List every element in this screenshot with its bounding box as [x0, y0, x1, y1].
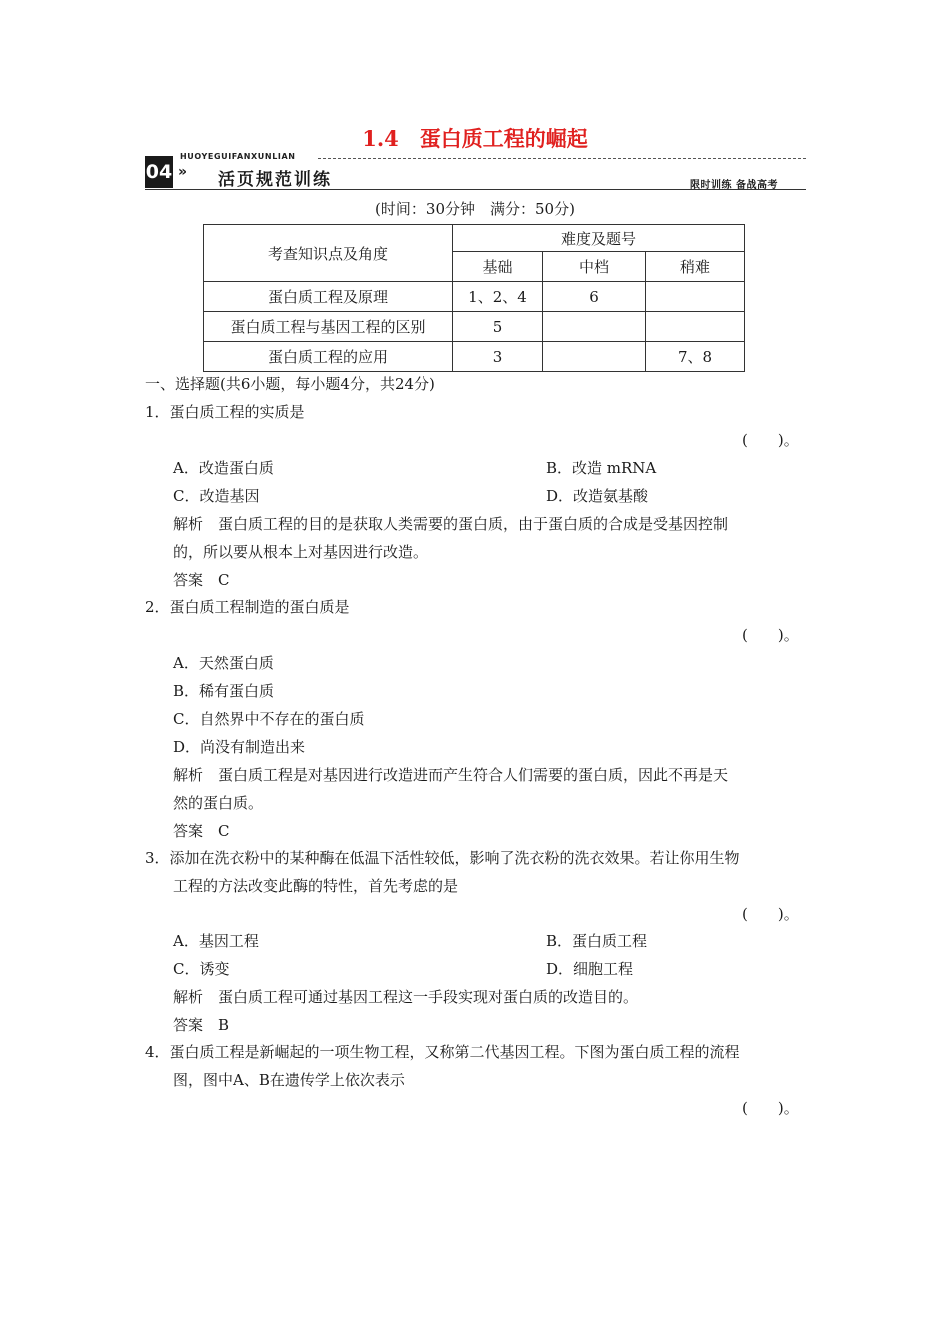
q1-stem: 1．蛋白质工程的实质是 [145, 403, 305, 421]
q3-option-c: C．诱变 [173, 960, 230, 978]
table-row [204, 342, 745, 372]
header-knowledge: 考查知识点及角度 [204, 225, 453, 282]
q1-option-b: B．改造 mRNA [546, 459, 657, 477]
banner-heading: 活页规范训练 [218, 170, 332, 190]
table-row [204, 282, 745, 312]
q1-analysis-cont: 的，所以要从根本上对基因进行改造。 [173, 543, 429, 561]
banner-rule [145, 189, 806, 190]
q2-option-b: B．稀有蛋白质 [173, 682, 275, 700]
row-topic: 蛋白质工程的应用 [204, 342, 453, 372]
chevron-icon: » [178, 164, 188, 180]
q1-option-a: A．改造蛋白质 [173, 459, 274, 477]
row-basic: 3 [453, 342, 543, 372]
q1-option-c: C．改造基因 [173, 487, 260, 505]
q2-analysis-cont: 然的蛋白质。 [173, 794, 264, 812]
q4-answer-bracket: ( )。 [742, 1099, 799, 1117]
row-mid [543, 342, 646, 372]
row-mid: 6 [543, 282, 646, 312]
banner-tagline: 限时训练 备战高考 [690, 180, 778, 191]
q2-answer: 答案 C [173, 822, 230, 840]
q1-answer: 答案 C [173, 571, 230, 589]
q1-analysis: 解析 蛋白质工程的目的是获取人类需要的蛋白质，由于蛋白质的合成是受基因控制 [173, 515, 729, 533]
level-hard: 稍难 [646, 252, 745, 282]
page-title: 1.4 蛋白质工程的崛起 [362, 126, 588, 151]
q3-option-b: B．蛋白质工程 [546, 932, 648, 950]
banner-number-badge: 04 [145, 156, 173, 188]
q3-analysis: 解析 蛋白质工程可通过基因工程这一手段实现对蛋白质的改造目的。 [173, 988, 639, 1006]
q2-stem: 2．蛋白质工程制造的蛋白质是 [145, 598, 350, 616]
row-mid [543, 312, 646, 342]
row-hard [646, 312, 745, 342]
row-basic: 1、2、4 [453, 282, 543, 312]
row-topic: 蛋白质工程与基因工程的区别 [204, 312, 453, 342]
q2-option-d: D．尚没有制造出来 [173, 738, 306, 756]
q3-stem-cont: 工程的方法改变此酶的特性，首先考虑的是 [173, 877, 459, 895]
row-topic: 蛋白质工程及原理 [204, 282, 453, 312]
table-row [204, 312, 745, 342]
q3-stem: 3．添加在洗衣粉中的某种酶在低温下活性较低，影响了洗衣粉的洗衣效果。若让你用生物 [145, 849, 740, 867]
q4-stem: 4．蛋白质工程是新崛起的一项生物工程，又称第二代基因工程。下图为蛋白质工程的流程 [145, 1043, 740, 1061]
row-hard: 7、8 [646, 342, 745, 372]
q2-option-c: C．自然界中不存在的蛋白质 [173, 710, 365, 728]
time-note: (时间：30分钟 满分：50分) [375, 200, 575, 218]
q2-analysis: 解析 蛋白质工程是对基因进行改造进而产生符合人们需要的蛋白质，因此不再是天 [173, 766, 729, 784]
q3-answer: 答案 B [173, 1016, 230, 1034]
section-heading: 一、选择题(共6小题，每小题4分，共24分) [145, 375, 435, 393]
q2-option-a: A．天然蛋白质 [173, 654, 274, 672]
q1-answer-bracket: ( )。 [742, 431, 799, 449]
q1-option-d: D．改造氨基酸 [546, 487, 649, 505]
q3-option-a: A．基因工程 [173, 932, 259, 950]
knowledge-table [203, 224, 745, 372]
row-basic: 5 [453, 312, 543, 342]
q3-option-d: D．细胞工程 [546, 960, 634, 978]
row-hard [646, 282, 745, 312]
header-difficulty: 难度及题号 [453, 225, 745, 252]
banner-pinyin: HUOYEGUIFANXUNLIAN [180, 152, 296, 161]
level-basic: 基础 [453, 252, 543, 282]
level-mid: 中档 [543, 252, 646, 282]
q2-answer-bracket: ( )。 [742, 626, 799, 644]
q3-answer-bracket: ( )。 [742, 905, 799, 923]
banner-dashed-divider [318, 158, 806, 159]
q4-stem-cont: 图，图中A、B在遗传学上依次表示 [173, 1071, 405, 1089]
